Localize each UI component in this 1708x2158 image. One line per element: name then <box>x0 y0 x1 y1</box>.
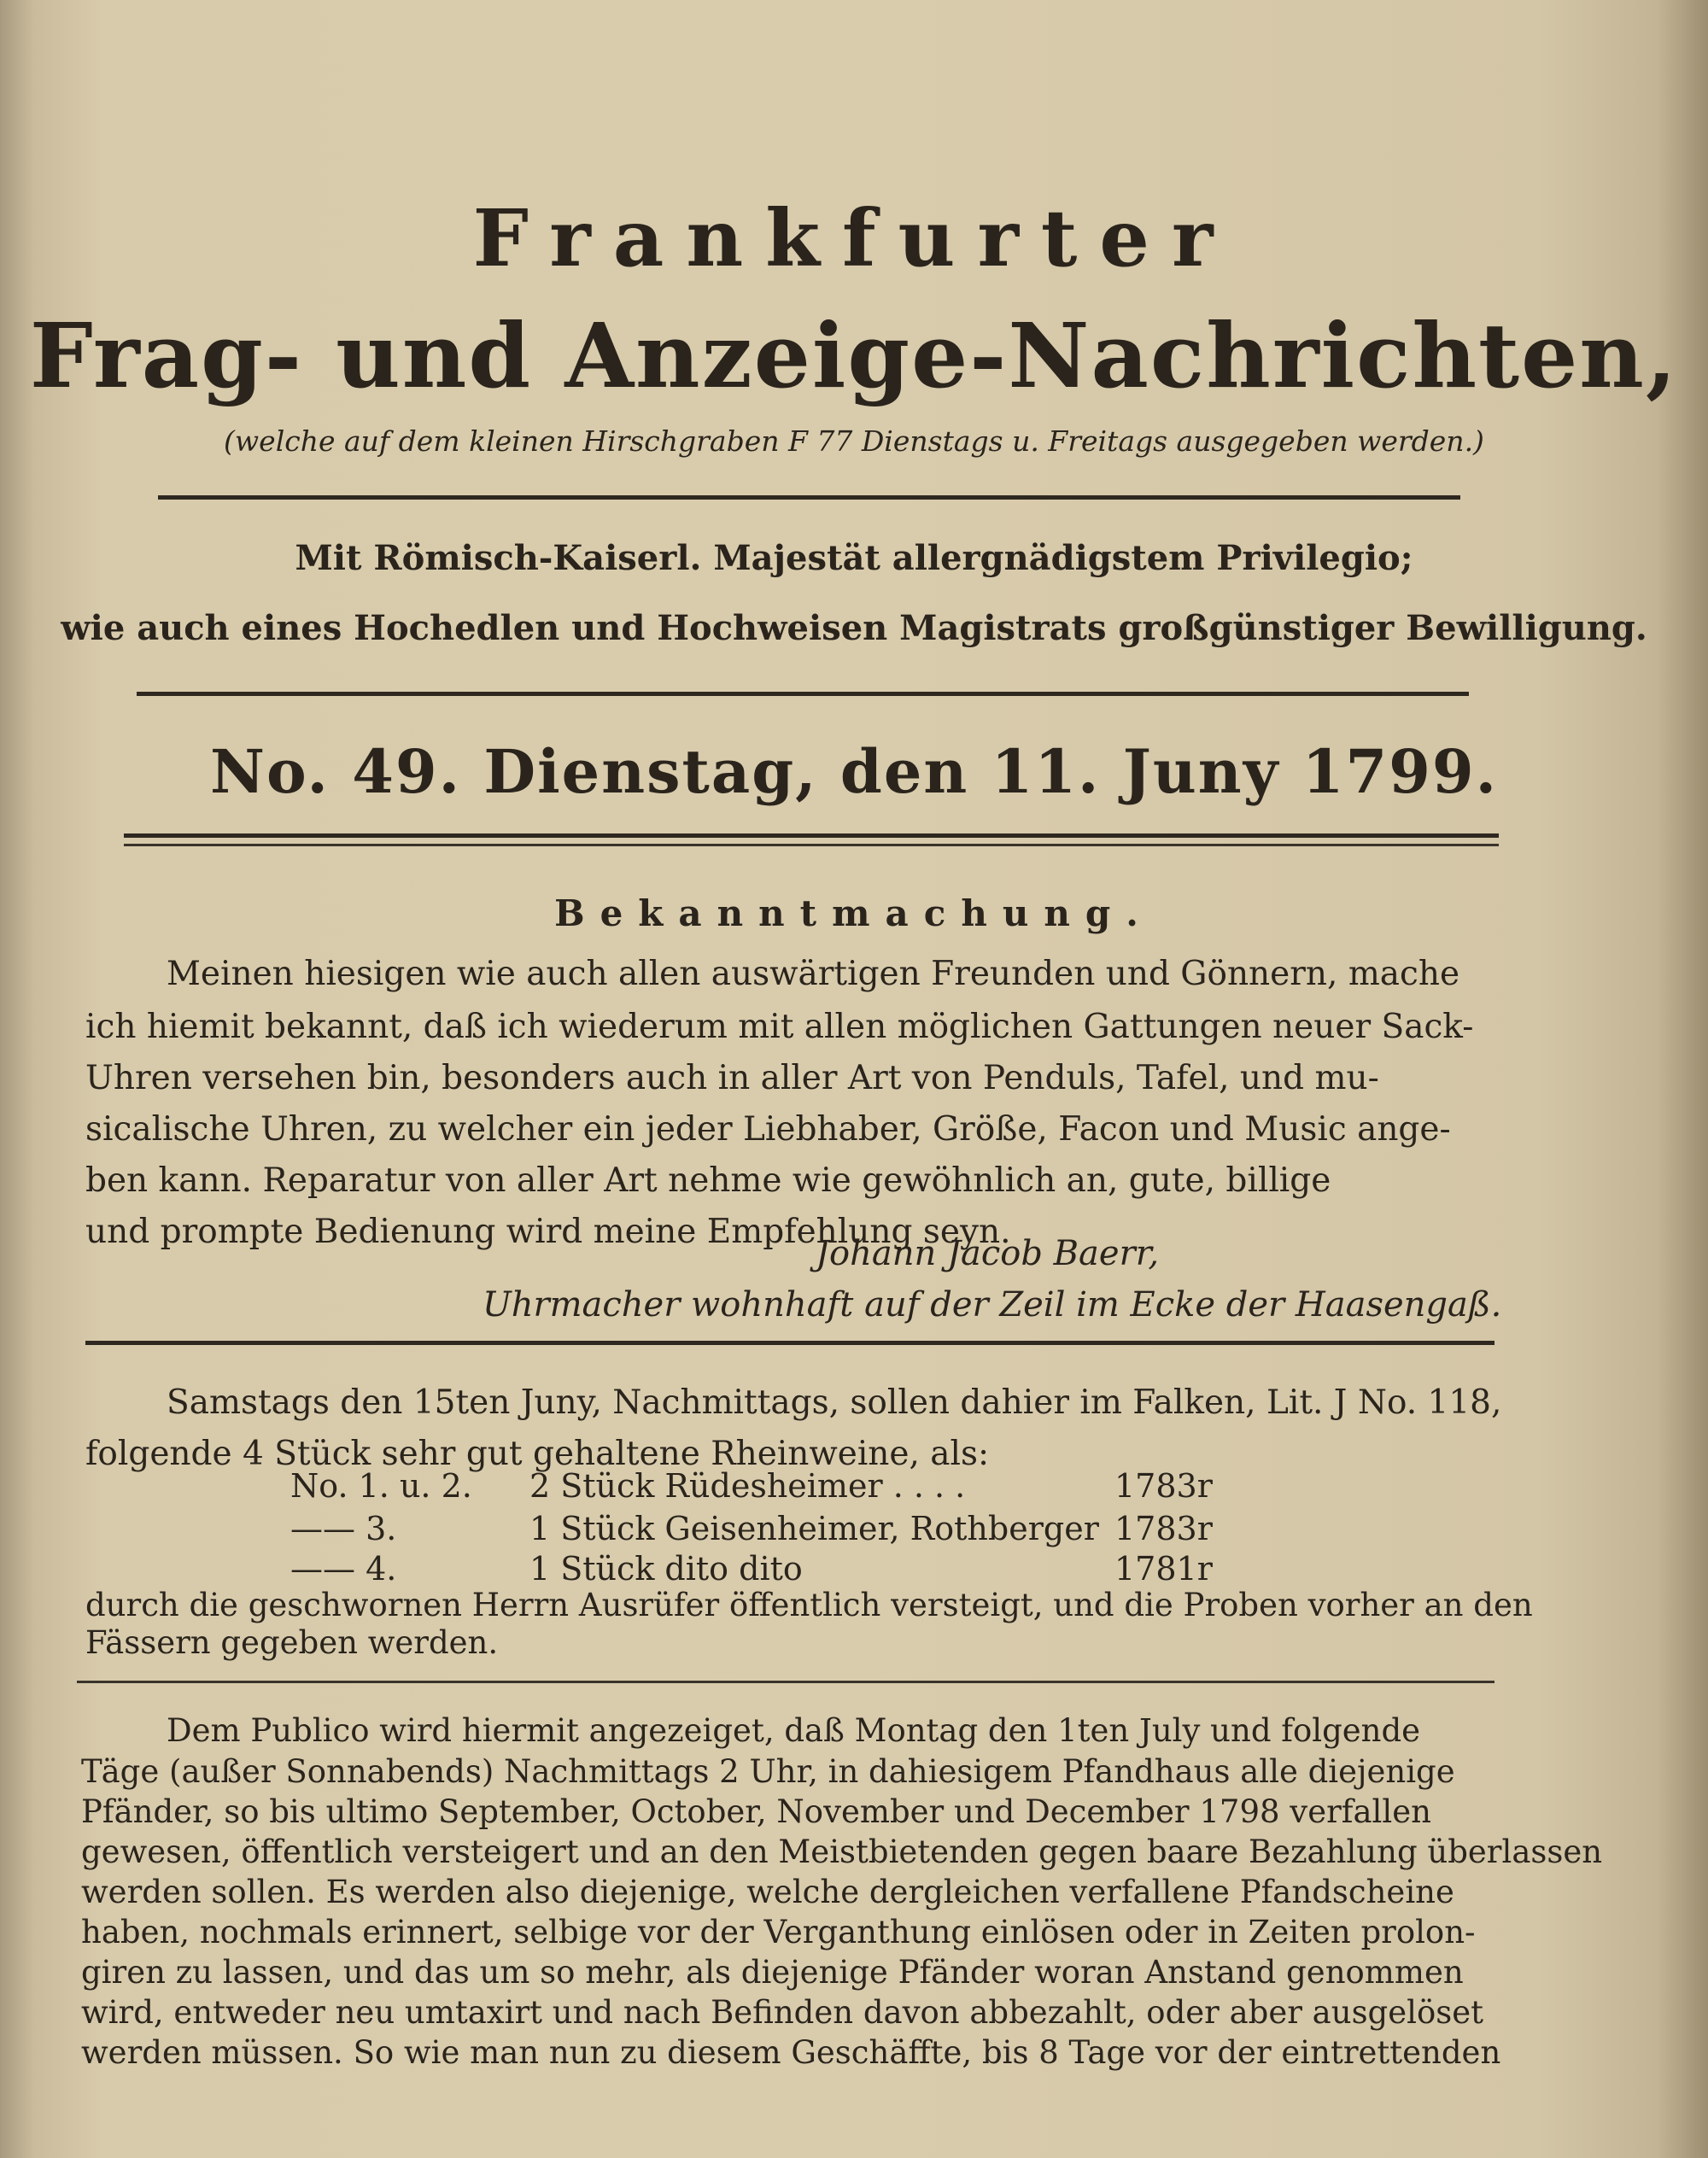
notice1-line-1: Meinen hiesigen wie auch allen auswärtigen Freunden und Gönnern, mache <box>167 955 1460 993</box>
wine-row-3-no: —— 4. <box>290 1550 397 1588</box>
rule-1 <box>158 495 1460 500</box>
notice3-line-6: haben, nochmals erinnert, selbige vor der Verganthung einlösen oder in Zeiten prolon- <box>81 1914 1476 1950</box>
wine-row-1-desc: 2 Stück Rüdesheimer . . . . <box>529 1467 966 1505</box>
notice1-line-4: sicalische Uhren, zu welcher ein jeder Liebhaber, Größe, Facon und Music ange- <box>85 1110 1451 1149</box>
notice1-signature-title: Uhrmacher wohnhaft auf der Zeil im Ecke der Haasengaß. <box>483 1285 1502 1325</box>
notice1-line-2: ich hiemit bekannt, daß ich wiederum mit allen möglichen Gattungen neuer Sack- <box>85 1008 1474 1046</box>
notice3-line-7: giren zu lassen, und das um so mehr, als diejenige Pfänder woran Anstand genommen <box>81 1954 1464 1991</box>
rule-3 <box>124 833 1499 838</box>
masthead-title-line2: Frag- und Anzeige-Nachrichten, <box>29 303 1679 408</box>
wine-row-2-year: 1783r <box>1114 1510 1213 1547</box>
wine-row-3-desc: 1 Stück dito dito <box>529 1550 803 1588</box>
notice3-line-5: werden sollen. Es werden also diejenige, welche dergleichen verfallene Pfandscheine <box>81 1874 1454 1910</box>
wine-row-3-year: 1781r <box>1114 1550 1213 1588</box>
issue-line: No. 49. Dienstag, den 11. Juny 1799. <box>210 736 1498 807</box>
wine-row-2-desc: 1 Stück Geisenheimer, Rothberger <box>529 1510 1099 1547</box>
notice1-line-5: ben kann. Reparatur von aller Art nehme wie gewöhnlich an, gute, billige <box>85 1161 1331 1200</box>
notice2-outro-2: Fässern gegeben werden. <box>85 1624 499 1661</box>
notice2-outro-1: durch die geschwornen Herrn Ausrüfer öffentlich versteigt, und die Proben vorher an den <box>85 1587 1533 1623</box>
rule-2 <box>137 692 1469 696</box>
masthead-title-line1: Frankfurter <box>472 192 1236 284</box>
wine-row-2-no: —— 3. <box>290 1510 397 1547</box>
notice3-line-4: gewesen, öffentlich versteigert und an den Meistbietenden gegen baare Bezahlung überlassen <box>81 1833 1603 1870</box>
rule-4 <box>85 1341 1494 1345</box>
wine-row-1-no: No. 1. u. 2. <box>290 1467 472 1505</box>
privilege-line2: wie auch eines Hochedlen und Hochweisen Magistrats großgünstiger Bewilligung. <box>61 608 1647 648</box>
rule-3b <box>124 844 1499 846</box>
notice3-line-3: Pfänder, so bis ultimo September, October, November und December 1798 verfallen <box>81 1793 1431 1830</box>
notice2-intro-1: Samstags den 15ten Juny, Nachmittags, sollen dahier im Falken, Lit. J No. 118, <box>167 1383 1502 1422</box>
notice3-line-9: werden müssen. So wie man nun zu diesem Geschäffte, bis 8 Tage vor der eintrettenden <box>81 2034 1501 2071</box>
notice2-intro-2: folgende 4 Stück sehr gut gehaltene Rheinweine, als: <box>85 1435 990 1473</box>
masthead-subtitle: (welche auf dem kleinen Hirschgraben F 77 Dienstags u. Freitags ausgegeben werden.) <box>224 424 1484 458</box>
wine-row-1-year: 1783r <box>1114 1467 1213 1505</box>
notice1-signature-name: Johann Jacob Baerr, <box>816 1234 1160 1273</box>
privilege-line1: Mit Römisch-Kaiserl. Majestät allergnädigstem Privilegio; <box>295 538 1413 578</box>
rule-5 <box>77 1681 1494 1683</box>
notice3-line-8: wird, entweder neu umtaxirt und nach Befinden davon abbezahlt, oder aber ausgelöset <box>81 1994 1484 2031</box>
notice3-line-1: Dem Publico wird hiermit angezeiget, daß Montag den 1ten July und folgende <box>167 1712 1421 1749</box>
notice1-heading: Bekanntmachung. <box>554 892 1154 934</box>
notice3-line-2: Täge (außer Sonnabends) Nachmittags 2 Uhr, in dahiesigem Pfandhaus alle diejenige <box>81 1753 1455 1790</box>
notice1-line-6: und prompte Bedienung wird meine Empfehlung seyn. <box>85 1213 1011 1251</box>
notice1-line-3: Uhren versehen bin, besonders auch in aller Art von Penduls, Tafel, und mu- <box>85 1059 1379 1097</box>
